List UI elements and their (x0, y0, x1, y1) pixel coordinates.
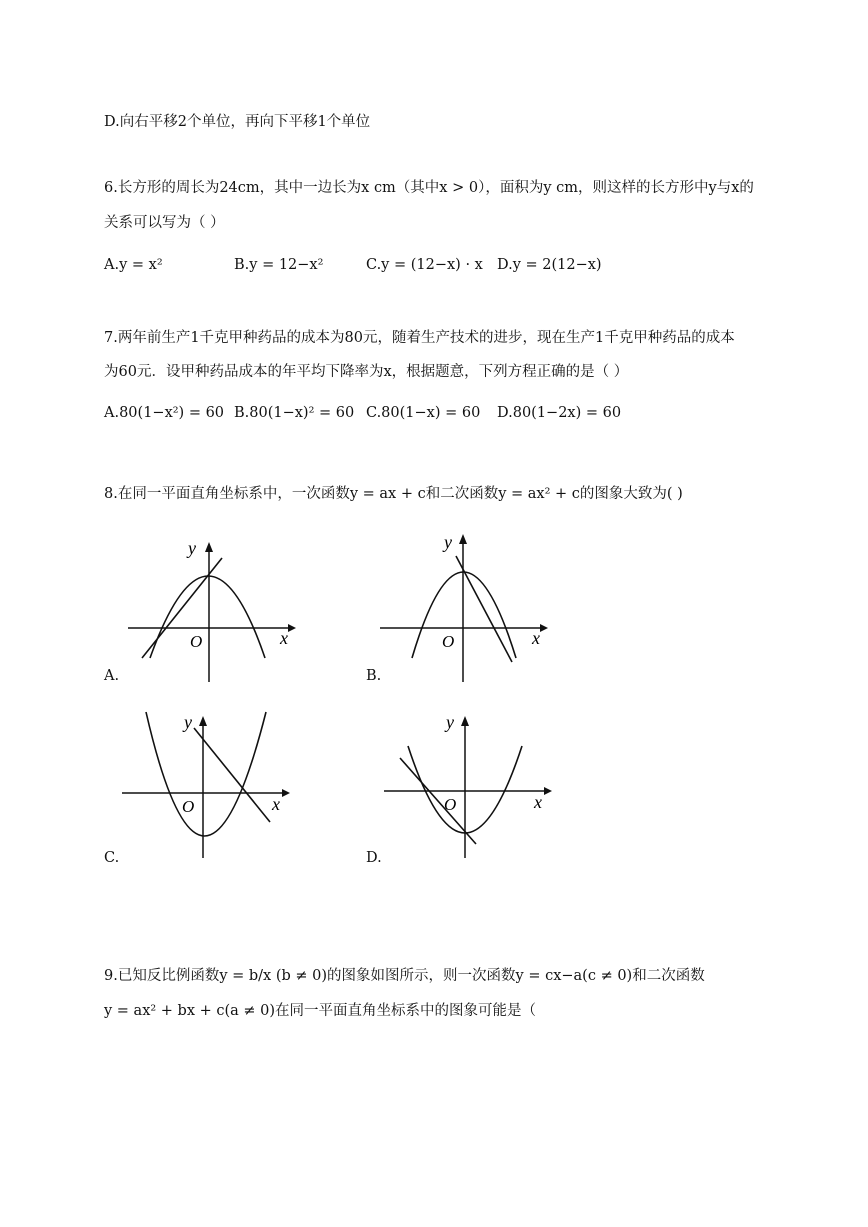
q6-option-b: B.y = 12−x² (234, 257, 324, 273)
q7-option-a: A.80(1−x²) = 60 (104, 405, 225, 421)
q9-stem-line1: 9.已知反比例函数y = b/x (b ≠ 0)的图象如图所示，则一次函数y = cx−a(c ≠ 0)和二次函数 (104, 968, 705, 984)
parabola (146, 712, 266, 836)
origin-label: O (444, 795, 457, 814)
q5-option-d: D.向右平移2个单位，再向下平移1个单位 (104, 114, 371, 130)
x-axis-label: x (280, 628, 288, 648)
y-axis-arrow-icon (459, 534, 467, 544)
q6-stem-line1: 6.长方形的周长为24cm，其中一边长为x cm（其中x > 0），面积为y cm，则这样的长方形中y与x的 (104, 180, 754, 196)
x-axis-arrow-icon (544, 787, 552, 795)
origin-label: O (442, 632, 455, 651)
q9-stem-line2: y = ax² + bx + c(a ≠ 0)在同一平面直角坐标系中的图象可能是（ (104, 1003, 537, 1019)
x-axis-arrow-icon (540, 624, 548, 632)
x-axis-arrow-icon (288, 624, 296, 632)
origin-label: O (182, 797, 195, 816)
q8-label-d: D. (366, 850, 382, 866)
q7-option-d: D.80(1−2x) = 60 (497, 405, 622, 421)
y-axis-arrow-icon (199, 716, 207, 726)
q8-graph-a (120, 530, 300, 686)
q6-option-a: A.y = x² (104, 257, 163, 273)
q8-label-c: C. (104, 850, 120, 866)
q8-graph-c (116, 710, 296, 866)
linear-function-line (142, 558, 222, 658)
q8-stem: 8.在同一平面直角坐标系中，一次函数y = ax + c和二次函数y = ax² + c的图象大致为( ) (104, 486, 683, 502)
q8-label-a: A. (104, 668, 120, 684)
q7-stem-line1: 7.两年前生产1千克甲种药品的成本为80元，随着生产技术的进步，现在生产1千克甲种药品的成本 (104, 330, 735, 346)
q7-option-b: B.80(1−x)² = 60 (234, 405, 355, 421)
parabola (150, 576, 265, 658)
q7-option-c: C.80(1−x) = 60 (366, 405, 481, 421)
q8-graph-d (378, 710, 558, 866)
parabola (412, 572, 516, 658)
q8-label-b: B. (366, 668, 382, 684)
y-axis-label: y (444, 532, 452, 552)
y-axis-arrow-icon (205, 542, 213, 552)
x-axis-arrow-icon (282, 789, 290, 797)
y-axis-arrow-icon (461, 716, 469, 726)
q6-option-c: C.y = (12−x) · x (366, 257, 483, 273)
linear-function-line (456, 556, 512, 662)
x-axis-label: x (272, 794, 280, 814)
q8-graph-b (372, 530, 552, 686)
y-axis-label: y (188, 538, 196, 558)
x-axis-label: x (532, 628, 540, 648)
origin-label: O (190, 632, 203, 651)
q6-stem-line2: 关系可以写为（ ） (104, 215, 225, 231)
q6-option-d: D.y = 2(12−x) (497, 257, 602, 273)
y-axis-label: y (446, 712, 454, 732)
x-axis-label: x (534, 792, 542, 812)
q7-stem-line2: 为60元．设甲种药品成本的年平均下降率为x，根据题意，下列方程正确的是（ ） (104, 364, 629, 380)
y-axis-label: y (184, 712, 192, 732)
